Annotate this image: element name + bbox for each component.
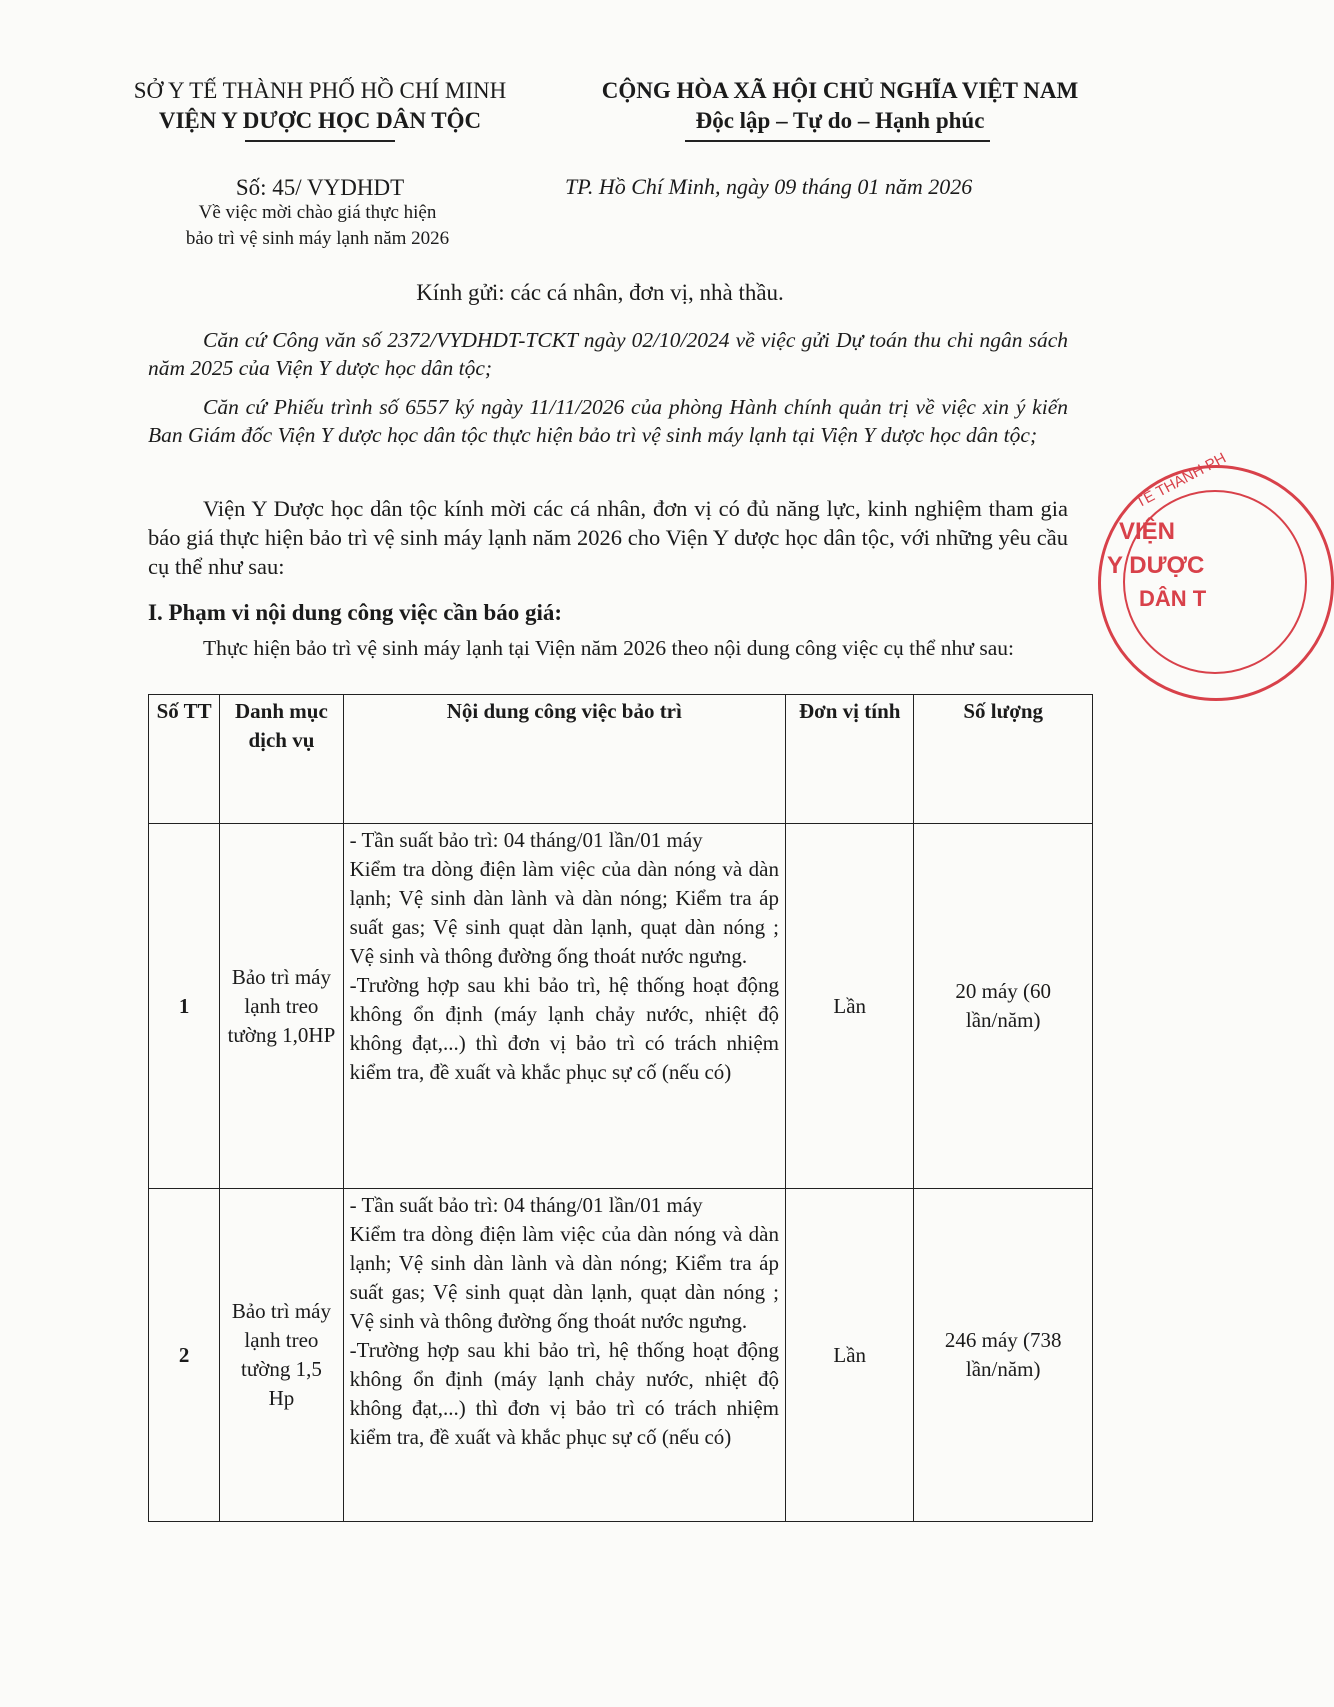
row-unit: Lần [786,824,914,1189]
table-row [149,1189,1093,1522]
issuer-underline [245,140,395,142]
row-content-note: -Trường hợp sau khi bảo trì, hệ thống hoạt động không ổn định (máy lạnh chảy nước, nhiệt độ không đạt,...) thì đơn vị bảo trì có trách nhiệm kiểm tra, đề xuất và khắc phục sự cố (nếu có) [349,973,779,1084]
motto-underline [685,140,990,142]
service-table [148,694,1093,1522]
issuer-name: VIỆN Y DƯỢC HỌC DÂN TỘC [158,108,482,133]
seal-text-line3: DÂN T [1139,586,1207,611]
document-number: Số: 45/ VYDHDT [235,175,405,200]
basis-paragraph-1: Căn cứ Công văn số 2372/VYDHDT-TCKT ngày 02/10/2024 về việc gửi Dự toán thu chi ngân sách năm 2025 của Viện Y dược học dân tộc; [148,328,1068,380]
seal-text-line2: Y DƯỢC [1107,552,1205,579]
issuer-parent-agency: SỞ Y TẾ THÀNH PHỐ HỒ CHÍ MINH [133,78,507,103]
header-unit: Đơn vị tính [786,695,914,824]
official-seal [1098,449,1334,701]
row-stt: 1 [149,824,220,1189]
document-subject-line1: Về việc mời chào giá thực hiện [198,202,437,223]
row-content-frequency: - Tần suất bảo trì: 04 tháng/01 lần/01 máy [349,828,703,852]
recipient-line: Kính gửi: các cá nhân, đơn vị, nhà thầu. [416,280,784,305]
row-content [343,1189,785,1522]
header-content: Nội dung công việc bảo trì [343,695,785,824]
table-header-row [149,695,1093,824]
section-1-intro: Thực hiện bảo trì vệ sinh máy lạnh tại Viện năm 2026 theo nội dung công việc cụ thể như sau: [203,636,1014,660]
row-quantity: 20 máy (60 lần/năm) [914,824,1093,1189]
header-service: Danh mục dịch vụ [220,695,343,824]
row-service: Bảo trì máy lạnh treo tường 1,5 Hp [220,1189,343,1522]
row-service: Bảo trì máy lạnh treo tường 1,0HP [220,824,343,1189]
row-stt: 2 [149,1189,220,1522]
row-content-note: -Trường hợp sau khi bảo trì, hệ thống hoạt động không ổn định (máy lạnh chảy nước, nhiệt độ không đạt,...) thì đơn vị bảo trì có trách nhiệm kiểm tra, đề xuất và khắc phục sự cố (nếu có) [349,1338,779,1449]
national-title: CỘNG HÒA XÃ HỘI CHỦ NGHĨA VIỆT NAM [601,78,1079,103]
place-date: TP. Hồ Chí Minh, ngày 09 tháng 01 năm 2026 [565,174,973,199]
national-motto: Độc lập – Tự do – Hạnh phúc [695,108,985,133]
row-content [343,824,785,1189]
seal-text-line1: VIỆN [1119,518,1176,545]
seal-arc-text: TẾ THÀNH PH [1132,449,1229,512]
row-quantity: 246 máy (738 lần/năm) [914,1189,1093,1522]
national-motto-block [560,76,1120,136]
header-quantity: Số lượng [914,695,1093,824]
row-content-tasks: Kiểm tra dòng điện làm việc của dàn nóng và dàn lạnh; Vệ sinh dàn lành và dàn nóng; Kiểm tra áp suất gas; Vệ sinh quạt dàn lạnh, quạt dàn nóng ; Vệ sinh và thông đường ống thoát nước ngưng. [349,857,779,968]
document-subject-line2: bảo trì vệ sinh máy lạnh năm 2026 [185,228,450,249]
section-1-heading: I. Phạm vi nội dung công việc cần báo giá: [148,600,563,625]
invitation-paragraph: Viện Y Dược học dân tộc kính mời các cá nhân, đơn vị có đủ năng lực, kinh nghiệm tham gia báo giá thực hiện bảo trì vệ sinh máy lạnh năm 2026 cho Viện Y dược học dân tộc, với những yêu cầu cụ thể như sau: [148,496,1068,579]
row-unit: Lần [786,1189,914,1522]
table-row [149,824,1093,1189]
row-content-frequency: - Tần suất bảo trì: 04 tháng/01 lần/01 máy [349,1193,703,1217]
header-stt: Số TT [149,695,220,824]
issuer-block [100,76,540,136]
document-subject [120,200,515,252]
basis-paragraph-2: Căn cứ Phiếu trình số 6557 ký ngày 11/11/2026 của phòng Hành chính quản trị về việc xin ý kiến Ban Giám đốc Viện Y dược học dân tộc thực hiện bảo trì vệ sinh máy lạnh tại Viện Y dược học dân tộc; [148,395,1068,447]
row-content-tasks: Kiểm tra dòng điện làm việc của dàn nóng và dàn lạnh; Vệ sinh dàn lành và dàn nóng; Kiểm tra áp suất gas; Vệ sinh quạt dàn lạnh, quạt dàn nóng ; Vệ sinh và thông đường ống thoát nước ngưng. [349,1222,779,1333]
